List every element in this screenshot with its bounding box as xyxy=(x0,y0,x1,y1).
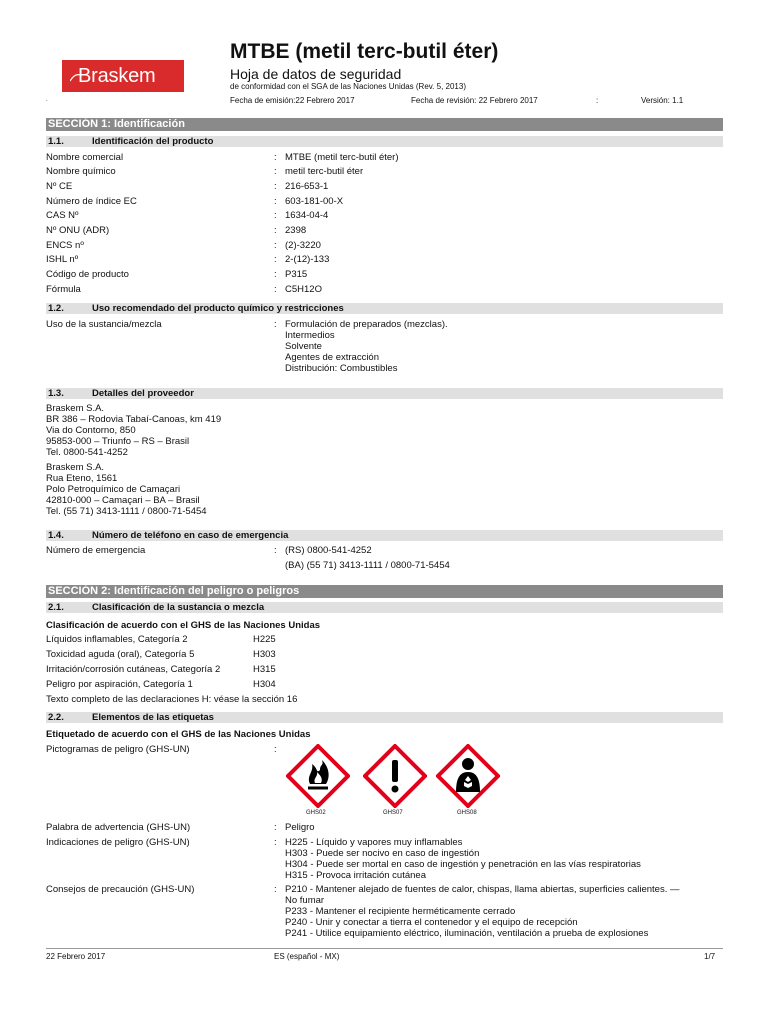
hazard-statement: H315 - Provoca irritación cutánea xyxy=(285,870,426,881)
subsection-2-2 xyxy=(46,712,723,723)
classification-label: Líquidos inflamables, Categoría 2 xyxy=(46,634,188,645)
field-value: C5H12O xyxy=(285,284,322,295)
hazard-statement: H225 - Líquido y vapores muy inflamables xyxy=(285,837,463,848)
field-label: Código de producto xyxy=(46,269,129,280)
field-value: 1634-04-4 xyxy=(285,210,329,221)
subsection-1-1 xyxy=(46,136,723,147)
subsection-number: 2.2. xyxy=(48,712,64,723)
field-colon: : xyxy=(274,225,277,236)
use-item: Solvente xyxy=(285,341,322,352)
supplier-line: Tel. (55 71) 3413-1111 / 0800-71-5454 xyxy=(46,506,207,517)
meta-colon: : xyxy=(596,96,599,105)
field-colon: : xyxy=(274,319,277,330)
subsection-title: Clasificación de la sustancia o mezcla xyxy=(92,602,265,613)
pictogram-code: GHS07 xyxy=(383,810,403,816)
logo-text: Braskem xyxy=(78,65,156,87)
document-title: MTBE (metil terc-butil éter) xyxy=(230,40,499,63)
section-1-header xyxy=(46,118,723,131)
field-colon: : xyxy=(274,210,277,221)
conformity-note: de conformidad con el SGA de las Naciones Unidas (Rev. 5, 2013) xyxy=(230,82,466,91)
supplier-line: Polo Petroquímico de Camaçari xyxy=(46,484,181,495)
signal-word-label: Palabra de advertencia (GHS-UN) xyxy=(46,822,191,833)
field-value: MTBE (metil terc-butil éter) xyxy=(285,152,399,163)
precautionary-label: Consejos de precaución (GHS-UN) xyxy=(46,884,195,895)
field-colon: : xyxy=(274,822,277,833)
precaution-statement: P240 - Unir y conectar a tierra el contenedor y el equipo de recepción xyxy=(285,917,578,928)
ghs-classification-heading: Clasificación de acuerdo con el GHS de las Naciones Unidas xyxy=(46,620,321,631)
supplier-line: Tel. 0800-541-4252 xyxy=(46,447,128,458)
supplier-line: 42810-000 – Camaçari – BA – Brasil xyxy=(46,495,200,506)
subsection-title: Número de teléfono en caso de emergencia xyxy=(92,530,289,541)
classification-code: H304 xyxy=(253,679,276,690)
supplier-block-rs xyxy=(46,403,221,458)
section-2-header xyxy=(46,585,723,598)
subsection-title: Uso recomendado del producto químico y restricciones xyxy=(92,303,344,314)
field-label: Fórmula xyxy=(46,284,81,295)
revision-date: Fecha de revisión: 22 Febrero 2017 xyxy=(411,96,538,105)
field-colon: : xyxy=(274,166,277,177)
field-label: Nombre químico xyxy=(46,166,116,177)
label-ghs-heading: Etiquetado de acuerdo con el GHS de las Naciones Unidas xyxy=(46,729,311,740)
use-list xyxy=(285,319,448,374)
subsection-number: 1.2. xyxy=(48,303,64,314)
hazard-statement: H303 - Puede ser nocivo en caso de ingestión xyxy=(285,848,480,859)
field-value: 216-653-1 xyxy=(285,181,329,192)
footer-date: 22 Febrero 2017 xyxy=(46,952,106,961)
hazard-statements xyxy=(285,837,641,881)
field-label: Nombre comercial xyxy=(46,152,124,163)
header-dot: . xyxy=(46,97,48,103)
field-colon: : xyxy=(274,269,277,280)
subsection-2-1 xyxy=(46,602,723,613)
braskem-logo xyxy=(62,60,184,92)
field-colon: : xyxy=(274,152,277,163)
pictogram-code: GHS08 xyxy=(457,810,477,816)
field-colon: : xyxy=(274,254,277,265)
classification-code: H225 xyxy=(253,634,276,645)
signal-word: Peligro xyxy=(285,822,315,833)
precautionary-statements xyxy=(285,884,679,939)
hazard-statement: H304 - Puede ser mortal en caso de ingestión y penetración en las vías respiratorias xyxy=(285,859,641,870)
precaution-statement: P241 - Utilice equipamiento eléctrico, iluminación, ventilación a prueba de explosiones xyxy=(285,928,649,939)
footer-language: ES (español - MX) xyxy=(274,952,340,961)
footer-divider xyxy=(46,948,723,949)
field-colon: : xyxy=(274,181,277,192)
field-colon: : xyxy=(274,545,277,556)
use-item: Distribución: Combustibles xyxy=(285,363,398,374)
field-label: ISHL nº xyxy=(46,254,79,265)
emergency-phone-rs: (RS) 0800-541-4252 xyxy=(285,545,372,556)
field-colon: : xyxy=(274,196,277,207)
field-value: P315 xyxy=(285,269,308,280)
issue-date: Fecha de emisión:22 Febrero 2017 xyxy=(230,96,355,105)
document-subtitle: Hoja de datos de seguridad xyxy=(230,66,402,82)
field-colon: : xyxy=(274,284,277,295)
subsection-title: Identificación del producto xyxy=(92,136,214,147)
classification-code: H315 xyxy=(253,664,276,675)
exclamation-mark-icon xyxy=(363,744,427,808)
version: Versión: 1.1 xyxy=(641,96,684,105)
hazard-statements-label: Indicaciones de peligro (GHS-UN) xyxy=(46,837,190,848)
subsection-number: 1.1. xyxy=(48,136,64,147)
precaution-statement: P210 - Mantener alejado de fuentes de calor, chispas, llama abiertas, superficies calientes. — xyxy=(285,884,680,895)
field-value: metil terc-butil éter xyxy=(285,166,364,177)
subsection-number: 2.1. xyxy=(48,602,64,613)
field-label: Nº ONU (ADR) xyxy=(46,225,110,236)
precaution-statement: P233 - Mantener el recipiente herméticamente cerrado xyxy=(285,906,516,917)
field-value: (2)-3220 xyxy=(285,240,321,251)
supplier-line: Rua Eteno, 1561 xyxy=(46,473,118,484)
footer-page-number: 1/7 xyxy=(704,952,716,961)
use-item: Agentes de extracción xyxy=(285,352,380,363)
field-label: Número de índice EC xyxy=(46,196,137,207)
emergency-label: Número de emergencia xyxy=(46,545,146,556)
precaution-statement: No fumar xyxy=(285,895,325,906)
use-item: Formulación de preparados (mezclas). xyxy=(285,319,448,330)
pictograms-label: Pictogramas de peligro (GHS-UN) xyxy=(46,744,190,755)
emergency-phone-ba: (BA) (55 71) 3413-1111 / 0800-71-5454 xyxy=(285,560,450,571)
use-label: Uso de la sustancia/mezcla xyxy=(46,319,162,330)
subsection-1-3 xyxy=(46,388,723,399)
supplier-block-ba xyxy=(46,462,207,517)
field-colon: : xyxy=(274,240,277,251)
classification-label: Peligro por aspiración, Categoría 1 xyxy=(46,679,193,690)
subsection-1-4 xyxy=(46,530,723,541)
classification-code: H303 xyxy=(253,649,276,660)
supplier-line: Via do Contorno, 850 xyxy=(46,425,136,436)
subsection-number: 1.4. xyxy=(48,530,64,541)
subsection-number: 1.3. xyxy=(48,388,64,399)
use-item: Intermedios xyxy=(285,330,335,341)
supplier-line: Braskem S.A. xyxy=(46,403,105,414)
section-1-title: SECCIÓN 1: Identificación xyxy=(48,118,185,130)
supplier-line: BR 386 – Rodovia Tabaí-Canoas, km 419 xyxy=(46,414,222,425)
field-colon: : xyxy=(274,884,277,895)
field-value: 2-(12)-133 xyxy=(285,254,330,265)
classification-label: Toxicidad aguda (oral), Categoría 5 xyxy=(46,649,195,660)
subsection-title: Elementos de las etiquetas xyxy=(92,712,214,723)
field-colon: : xyxy=(274,837,277,848)
health-hazard-icon xyxy=(436,744,500,808)
section-2-title: SECCIÓN 2: Identificación del peligro o peligros xyxy=(48,585,300,597)
pictogram-code: GHS02 xyxy=(306,810,326,816)
field-label: Nº CE xyxy=(46,181,73,192)
field-value: 603-181-00-X xyxy=(285,196,344,207)
subsection-title: Detalles del proveedor xyxy=(92,388,194,399)
field-colon: : xyxy=(274,744,277,755)
flame-icon xyxy=(286,744,350,808)
supplier-line: Braskem S.A. xyxy=(46,462,105,473)
full-text-note: Texto completo de las declaraciones H: véase la sección 16 xyxy=(46,694,298,705)
classification-label: Irritación/corrosión cutáneas, Categoría 2 xyxy=(46,664,221,675)
subsection-1-2 xyxy=(46,303,723,314)
supplier-line: 95853-000 – Triunfo – RS – Brasil xyxy=(46,436,190,447)
field-label: ENCS nº xyxy=(46,240,84,251)
field-value: 2398 xyxy=(285,225,307,236)
field-label: CAS Nº xyxy=(46,210,79,221)
